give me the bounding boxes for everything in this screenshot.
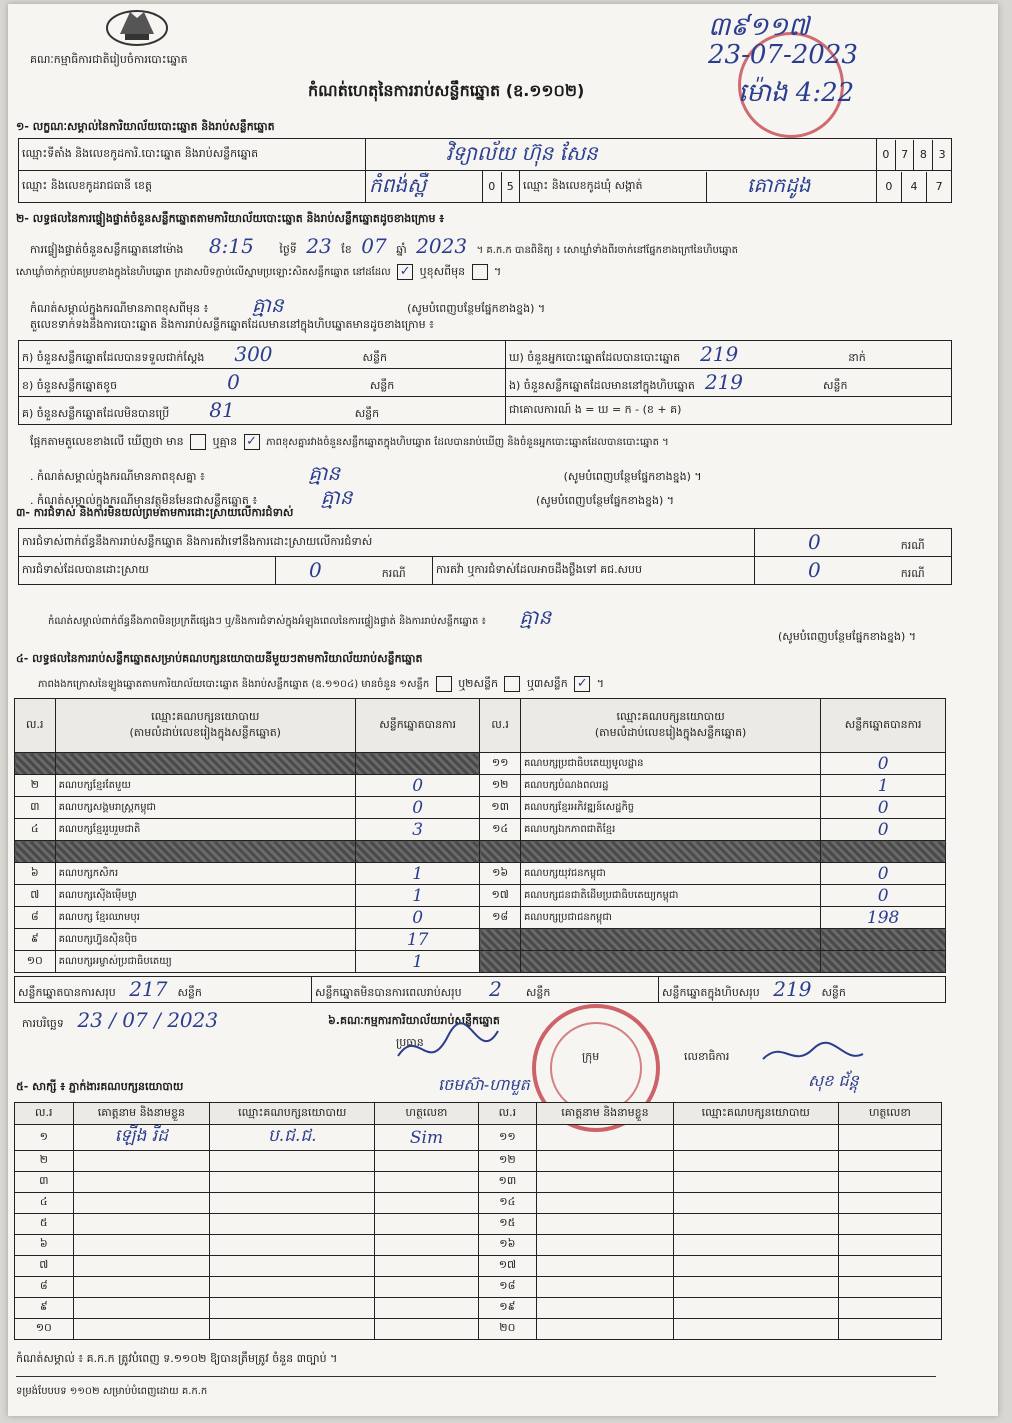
difference-note: កំណត់សម្គាល់ក្នុងករណីមានភាពខុសពីមុន ៖ គ្មាន (សូមបំពេញបន្ថែមផ្នែកខាងខ្នង) ។ (30, 293, 546, 317)
witness-signature (375, 1277, 478, 1298)
party-votes: 1 (821, 775, 946, 797)
witness-number: ១៣ (478, 1172, 537, 1193)
foreign-object-note: . កំណត់សម្គាល់ក្នុងករណីមានវត្ថុមិនមែនជាសន្លឹកឆ្នោត ៖ គ្មាន (សូមបំពេញបន្ថែមផ្នែកខាងខ្នង) ។ (30, 485, 675, 509)
witness-party (210, 1256, 375, 1277)
figure-b: ខ) ចំនួនសន្លឹកឆ្នោតខូច 0 សន្លឹក (19, 369, 506, 397)
secretary-name: សុខ ជ័ន្តុ (808, 1071, 859, 1090)
site-label: ឈ្មោះទីតាំង និងលេខកូដការិ.បោះឆ្នោត និងរាប់សន្លឹកឆ្នោត (19, 139, 366, 171)
witness-signature (375, 1193, 478, 1214)
shaded-cell (821, 929, 946, 951)
witness-signature (838, 1298, 941, 1319)
section5-heading: ៥- សាក្សី ៖ ភ្នាក់ងារគណបក្សនយោបាយ (16, 1080, 184, 1093)
witness-signature (838, 1256, 941, 1277)
witness-rows (15, 1125, 942, 1340)
witness-name (73, 1235, 210, 1256)
witness-name (537, 1214, 674, 1235)
party-votes: 0 (821, 863, 946, 885)
witness-row (15, 1256, 942, 1277)
witness-party (673, 1277, 838, 1298)
chair-label: ប្រធាន (396, 1036, 424, 1049)
shaded-cell (821, 951, 946, 973)
witness-number: ៦ (15, 1235, 74, 1256)
total-all: សន្លឹកឆ្នោតក្នុងហិបសរុប 219 សន្លឹក (659, 977, 946, 1003)
witness-signature (838, 1214, 941, 1235)
witness-signature (375, 1298, 478, 1319)
party-rows (15, 753, 946, 973)
footer-note: កំណត់សម្គាល់ ៖ គ.ក.ក ត្រូវបំពេញ ទ.១១០២ ឱ្យបានត្រឹមត្រូវ ចំនួន ៣ច្បាប់ ។ (16, 1352, 338, 1365)
witness-number: ១៥ (478, 1214, 537, 1235)
witness-signature (838, 1277, 941, 1298)
party-votes: 0 (355, 907, 479, 929)
party-number: ២ (15, 775, 56, 797)
party-number: ១០ (15, 951, 56, 973)
witness-signature (375, 1172, 478, 1193)
party-votes: 17 (355, 929, 479, 951)
has-difference-checkbox[interactable] (190, 434, 206, 450)
total-invalid: សន្លឹកឆ្នោតមិនបានការពេលរាប់សរុប 2 សន្លឹក (312, 977, 659, 1003)
attachment-line: ភាពងងកក្រោសនៃឡូងឆ្នោតតាមការិយាល័យបោះឆ្នោត និងរាប់សន្លឹកឆ្នោត (ឧ.១១០៤) មានចំនួន ១សន្លឹក ឬ២សន្លឹក ឬ៣សន្លឹក ✓ ។ (38, 676, 605, 691)
figure-a: ក) ចំនួនសន្លឹកឆ្នោតដែលបានទទួលជាក់ស្ដែង 300 សន្លឹក (19, 341, 506, 369)
attach-2-checkbox[interactable] (504, 676, 520, 692)
witness-number: ១៦ (478, 1235, 537, 1256)
witness-party (210, 1151, 375, 1172)
witness-party (673, 1193, 838, 1214)
witness-number: ៣ (15, 1172, 74, 1193)
witness-name (537, 1256, 674, 1277)
witness-number: ៧ (15, 1256, 74, 1277)
witness-name (73, 1214, 210, 1235)
party-number: ១៨ (480, 907, 521, 929)
appeal-value: 0 (808, 558, 821, 582)
witness-name (537, 1125, 674, 1151)
witness-name (73, 1256, 210, 1277)
party-name: គណបក្សជនជាតិដើមប្រជាធិបតេយ្យកម្ពុជា (520, 885, 820, 907)
shaded-cell (821, 841, 946, 863)
witness-party: ប.ជ.ជ. (210, 1125, 375, 1151)
verify-year: 2023 (416, 234, 468, 258)
party-number: ៤ (15, 819, 56, 841)
resolved-cell: 0 ករណី (276, 557, 433, 585)
witness-row (15, 1172, 942, 1193)
party-name: គណបក្សកសិករ (55, 863, 355, 885)
objection-cell: 0 ករណី (755, 529, 952, 557)
witness-number: ៨ (15, 1277, 74, 1298)
figure-c-value: 81 (209, 398, 235, 422)
objection-label: ការជំទាស់ពាក់ព័ន្ធនឹងការរាប់សន្លឹកឆ្នោត និងការតវ៉ាទៅនឹងការដោះស្រាយលើការជំទាស់ (19, 529, 755, 557)
witness-name (537, 1151, 674, 1172)
figure-e-value: 219 (704, 370, 744, 394)
site-code: 0 7 8 3 (877, 139, 952, 171)
province-code: 0 5 (483, 171, 520, 203)
party-number: ៧ (15, 885, 56, 907)
witness-party (210, 1172, 375, 1193)
shaded-cell (520, 929, 820, 951)
witness-party (673, 1235, 838, 1256)
figures-intro: តួលេខទាក់ទងនឹងការបោះឆ្នោត និងការរាប់សន្លឹកឆ្នោតដែលមាននៅក្នុងហិបឆ្នោតមានដូចខាងក្រោម ៖ (30, 318, 434, 331)
irregularity-tail: (សូមបំពេញបន្ថែមផ្នែកខាងខ្នង) ។ (778, 630, 917, 643)
objection-table (18, 528, 952, 585)
secretary-label: លេខាធិការ (684, 1050, 730, 1063)
totals-table (14, 976, 946, 1003)
report-date: ការបរិច្ឆេទ 23 / 07 / 2023 (22, 1008, 219, 1032)
witness-party (210, 1193, 375, 1214)
witness-signature (375, 1151, 478, 1172)
party-row (15, 907, 946, 929)
witness-number: ១៧ (478, 1256, 537, 1277)
party-name: គណបក្សសង្គមរាស្ត្រកម្ពុជា (55, 797, 355, 819)
witness-row (15, 1319, 942, 1340)
irregularity-note: កំណត់សម្គាល់ពាក់ព័ន្ធនឹងភាពមិនប្រក្រតីផ្សេងៗ ឬ/និងការជំទាស់ក្នុងអំឡុងពេលនៃការផ្ទៀងផ្ទាត់ និងការរាប់សន្លឹកឆ្នោត ៖ គ្មាន (48, 605, 552, 629)
witness-name (73, 1298, 210, 1319)
total-valid: សន្លឹកឆ្នោតបានការសរុប 217 សន្លឹក (15, 977, 312, 1003)
shaded-cell (355, 753, 479, 775)
verify-line1: ការផ្ទៀងផ្ទាត់ចំនួនសន្លឹកឆ្នោតនៅម៉ោង 8:15 ថ្ងៃទី 23 ខែ 07 ឆ្នាំ 2023 ។ គ.ក.ក បានពិនិត្យ ៖ សោឃ្លាំទាំងពីរចាក់នៅផ្នែកខាងក្រៅនៃហិបឆ្នោត (30, 234, 738, 258)
party-name: គណបក្សបំណងពលរដ្ឋ (520, 775, 820, 797)
emblem-icon (100, 4, 174, 46)
party-number: ១១ (480, 753, 521, 775)
party-name: គណបក្សប្រជាធិបតេយ្យមូលដ្ឋាន (520, 753, 820, 775)
footer-divider (16, 1376, 936, 1377)
witness-name (537, 1298, 674, 1319)
attach-3-checkbox[interactable]: ✓ (574, 676, 590, 692)
witness-row (15, 1125, 942, 1151)
party-name: គណបក្សហ្វ៊ុនស៊ិនប៉ិច (55, 929, 355, 951)
witness-party (673, 1319, 838, 1340)
party-name: គណបក្សយុវជនកម្ពុជា (520, 863, 820, 885)
witness-number: ២ (15, 1151, 74, 1172)
member-label: ក្រុម (582, 1050, 600, 1063)
committee-label: ៦.គណៈកម្មការការិយាល័យរាប់សន្លឹកឆ្នោត (328, 1014, 500, 1027)
witness-number: ២០ (478, 1319, 537, 1340)
commune-cell (520, 171, 877, 203)
figure-b-value: 0 (227, 370, 240, 394)
witness-name (73, 1193, 210, 1214)
witness-table: ល.រ គោត្តនាម និងនាមខ្លួន ឈ្មោះគណបក្សនយោបាយ ហត្ថលេខា ល.រ គោត្តនាម និងនាមខ្លួន ឈ្មោះគណបក្សនយោបាយ ហត្ថលេខា ១ ឡើង រីដ ប.ជ.ជ. Sim ១១ ២ ១២ ៣ ១៣ ៤ ១៤ ៥ ១៥ ៦ ១៦ ៧ ១៧ ៨ ១៨ ៩ ១៩ ១០ ២០ (14, 1102, 942, 1340)
chair-signature-icon (388, 1016, 508, 1080)
form-title: កំណត់ហេតុនៃការរាប់សន្លឹកឆ្នោត (ឧ.១១០២) (308, 81, 585, 100)
witness-signature (838, 1319, 941, 1340)
verify-line2: សោឃ្លាំចាក់ក្ដាប់គម្របខាងក្នុងនៃហិបឆ្នោត ក្រដាសបិទភ្ជាប់លើស្នាមប្រឡោះសិតសន្លឹកឆ្នោត នៅដដែល ✓ ឬខុសពីមុន ។ (16, 264, 502, 279)
party-number: ៣ (15, 797, 56, 819)
witness-signature (838, 1235, 941, 1256)
section1-table (18, 138, 952, 203)
witness-party (210, 1235, 375, 1256)
party-row (15, 885, 946, 907)
shaded-cell (520, 841, 820, 863)
party-votes: 0 (821, 819, 946, 841)
commune-label: ឈ្មោះ និងលេខកូដឃុំ សង្កាត់ (520, 172, 707, 202)
footer-form: ទម្រង់បែបបទ ១១០២ សម្រាប់បំពេញដោយ គ.ក.ក (16, 1386, 208, 1397)
party-row (15, 753, 946, 775)
party-votes: 0 (355, 797, 479, 819)
witness-number: ១១ (478, 1125, 537, 1151)
witness-name (73, 1277, 210, 1298)
party-number: ១៧ (480, 885, 521, 907)
witness-party (210, 1298, 375, 1319)
province-value: កំពង់ស្ពឺ (366, 171, 483, 203)
section1-heading: ១- លក្ខណៈសម្គាល់នៃការិយាល័យបោះឆ្នោត និងរាប់សន្លឹកឆ្នោត (16, 120, 275, 133)
party-votes: 1 (355, 863, 479, 885)
party-votes: 198 (821, 907, 946, 929)
shaded-cell (480, 951, 521, 973)
witness-party (673, 1151, 838, 1172)
figures-table (18, 340, 952, 425)
section4-heading: ៤- លទ្ធផលនៃការរាប់សន្លឹកឆ្នោតសម្រាប់គណបក្សនយោបាយនីមួយៗតាមការិយាល័យរាប់សន្លឹកឆ្នោត (16, 652, 423, 665)
party-number: ១៤ (480, 819, 521, 841)
party-number: ១៦ (480, 863, 521, 885)
witness-name (73, 1172, 210, 1193)
shaded-cell (15, 841, 56, 863)
witness-number: ១៤ (478, 1193, 537, 1214)
verify-time: 8:15 (208, 234, 254, 258)
same-checkbox[interactable]: ✓ (397, 264, 413, 280)
party-votes: 0 (821, 753, 946, 775)
party-name: គណបក្សខ្មែររួបរួមជាតិ (55, 819, 355, 841)
witness-signature (838, 1172, 941, 1193)
witness-signature (375, 1235, 478, 1256)
attach-1-checkbox[interactable] (436, 676, 452, 692)
witness-row (15, 1214, 942, 1235)
shaded-cell (520, 951, 820, 973)
shaded-cell (480, 929, 521, 951)
party-number: ១២ (480, 775, 521, 797)
receipt-time: ម៉ោង 4:22 (738, 78, 855, 108)
shaded-cell (15, 753, 56, 775)
party-votes: 1 (355, 885, 479, 907)
party-row (15, 775, 946, 797)
witness-row (15, 1277, 942, 1298)
figure-d: ឃ) ចំនួនអ្នកបោះឆ្នោតដែលបានបោះឆ្នោត 219 នាក់ (506, 341, 952, 369)
witness-signature: Sim (375, 1125, 478, 1151)
party-votes: 0 (355, 775, 479, 797)
party-votes: 0 (821, 797, 946, 819)
witness-row (15, 1298, 942, 1319)
different-checkbox[interactable] (472, 264, 488, 280)
shaded-cell (480, 841, 521, 863)
section2-heading: ២- លទ្ធផលនៃការផ្ទៀងផ្ទាត់ចំនួនសន្លឹកឆ្នោតតាមការិយាល័យបោះឆ្នោត និងរាប់សន្លឹកឆ្នោតដូចខាងក្រោម ៖ (16, 212, 445, 225)
authority-name: គណៈកម្មាធិការជាតិរៀបចំការបោះឆ្នោត (30, 53, 188, 66)
witness-number: ៥ (15, 1214, 74, 1235)
figure-c: គ) ចំនួនសន្លឹកឆ្នោតដែលមិនបានប្រើ 81 សន្លឹក (19, 397, 506, 425)
resolved-label: ការជំទាស់ដែលបានដោះស្រាយ (19, 557, 276, 585)
witness-number: ១២ (478, 1151, 537, 1172)
party-row (15, 797, 946, 819)
formula: ជាគោលការណ៍ ង = ឃ = ក - (ខ + គ) (506, 397, 952, 425)
witness-signature (838, 1151, 941, 1172)
party-row (15, 951, 946, 973)
appeal-cell: 0 ករណី (755, 557, 952, 585)
witness-party (210, 1214, 375, 1235)
witness-signature (375, 1214, 478, 1235)
section3-heading: ៣- ការជំទាស់ និងការមិនយល់ព្រមតាមការដោះស្រាយលើការជំទាស់ (16, 506, 294, 519)
compare-line: ផ្អែកតាមតួលេខខាងលើ ឃើញថា មាន ឬគ្មាន ✓ ភាពខុសគ្នារវាងចំនួនសន្លឹកឆ្នោតក្នុងហិបឆ្នោត ដែលបានរាប់ឃើញ និងចំនួនអ្នកបោះឆ្នោតដែលបានបោះឆ្នោត ។ (30, 434, 669, 449)
witness-name (537, 1172, 674, 1193)
form-sheet (8, 4, 998, 1416)
difference-note-2: . កំណត់សម្គាល់ក្នុងករណីមានភាពខុសគ្នា ៖ គ្មាន (សូមបំពេញបន្ថែមផ្នែកខាងខ្នង) ។ (30, 461, 702, 485)
witness-name (537, 1277, 674, 1298)
party-name: គណបក្សខ្មែរអភិវឌ្ឍន៍សេដ្ឋកិច្ច (520, 797, 820, 819)
party-votes: 1 (355, 951, 479, 973)
witness-name (537, 1193, 674, 1214)
party-row (15, 819, 946, 841)
witness-name (73, 1151, 210, 1172)
witness-row (15, 1193, 942, 1214)
witness-row (15, 1235, 942, 1256)
party-number: ៦ (15, 863, 56, 885)
witness-party (673, 1125, 838, 1151)
witness-signature (375, 1256, 478, 1277)
shaded-cell (55, 841, 355, 863)
objection-value: 0 (808, 530, 821, 554)
witness-party (673, 1214, 838, 1235)
party-number: ១៣ (480, 797, 521, 819)
party-row (15, 863, 946, 885)
party-name: គណបក្សប្រជាជនកម្ពុជា (520, 907, 820, 929)
witness-party (210, 1319, 375, 1340)
chair-name: ចេមស៊ា-ហាមួត (438, 1075, 530, 1094)
shaded-cell (355, 841, 479, 863)
appeal-label: ការតវ៉ា ឬការជំទាស់ដែលអាចដឹងថ្លឹងទៅ គជ.សបប (433, 557, 755, 585)
witness-name: ឡើង រីដ (73, 1125, 210, 1151)
province-label: ឈ្មោះ និងលេខកូដរាជធានី ខេត្ត (19, 171, 366, 203)
party-number: ៩ (15, 929, 56, 951)
witness-number: ១ (15, 1125, 74, 1151)
resolved-value: 0 (309, 558, 322, 582)
figure-a-value: 300 (234, 342, 273, 366)
witness-party (673, 1172, 838, 1193)
party-name: គណបក្សស៊ើងម៉ើមប្ញ្ញា (55, 885, 355, 907)
witness-signature (838, 1125, 941, 1151)
party-name: គណបក្សអម្ចាស់ប្រជាធិបតេយ្យ (55, 951, 355, 973)
figure-d-value: 219 (700, 342, 739, 366)
verify-month: 07 (361, 234, 387, 258)
witness-number: ១៩ (478, 1298, 537, 1319)
party-number: ៨ (15, 907, 56, 929)
party-votes: 3 (355, 819, 479, 841)
figure-e: ង) ចំនួនសន្លឹកឆ្នោតដែលមាននៅក្នុងហិបឆ្នោត 219 សន្លឹក (506, 369, 952, 397)
party-results-table: ល.រ ឈ្មោះគណបក្សនយោបាយ (តាមលំដាប់លេខរៀងក្នុងសន្លឹកឆ្នោត) សន្លឹកឆ្នោតបានការ ល.រ ឈ្មោះគណបក្សនយោបាយ (តាមលំដាប់លេខរៀងក្នុងសន្លឹកឆ្នោត) សន្លឹកឆ្នោតបានការ ១១ គណបក្សប្រជាធិបតេយ្យមូលដ្ឋាន 0 ២ គណបក្សខ្មែរតែមួយ 0 ១២ គណបក្សបំណងពលរដ្ឋ 1 ៣ គណបក្សសង្គមរាស្ត្រកម្ពុជា 0 ១៣ គណបក្សខ្មែរអភិវឌ្ឍន៍សេដ្ឋកិច្ច 0 ៤ គណបក្សខ្មែររួបរួមជាតិ 3 ១៤ គណបក្សឯកភាពជាតិខ្មែរ 0 ៦ គណបក្សកសិករ 1 ១៦ គណបក្សយុវជនកម្ពុជា 0 ៧ គណបក្សស៊ើងម៉ើមប្ញ្ញា 1 ១៧ គណបក្សជនជាតិដើមប្រជាធិបតេយ្យកម្ពុជា 0 ៨ គណបក្ស ខ្មែរឈាមបុរ 0 ១៨ គណបក្សប្រជាជនកម្ពុជា 198 ៩ គណបក្សហ្វ៊ុនស៊ិនប៉ិច 17 ១០ គណបក្សអម្ចាស់ប្រជាធិបតេយ្យ 1 (14, 698, 946, 973)
verify-day: 23 (306, 234, 332, 258)
party-name: គណបក្ស ខ្មែរឈាមបុរ (55, 907, 355, 929)
party-row (15, 841, 946, 863)
witness-number: ១៨ (478, 1277, 537, 1298)
witness-name (537, 1235, 674, 1256)
no-difference-checkbox[interactable]: ✓ (244, 434, 260, 450)
witness-number: ៩ (15, 1298, 74, 1319)
witness-number: ១០ (15, 1319, 74, 1340)
witness-row (15, 1151, 942, 1172)
witness-party (673, 1298, 838, 1319)
witness-signature (375, 1319, 478, 1340)
shaded-cell (55, 753, 355, 775)
commune-code: 0 4 7 (877, 171, 952, 203)
commune-value: គោកដូង (747, 172, 811, 197)
site-value: វិទ្យាល័យ ហ៊ុន សែន (366, 139, 877, 171)
witness-signature (838, 1193, 941, 1214)
party-votes: 0 (821, 885, 946, 907)
witness-name (537, 1319, 674, 1340)
receipt-date: 23-07-2023 (708, 40, 858, 70)
witness-name (73, 1319, 210, 1340)
receipt-ref: ៣៩១១៧ (708, 12, 810, 42)
witness-party (210, 1277, 375, 1298)
witness-number: ៤ (15, 1193, 74, 1214)
party-row (15, 929, 946, 951)
party-name: គណបក្សឯកភាពជាតិខ្មែរ (520, 819, 820, 841)
party-name: គណបក្សខ្មែរតែមួយ (55, 775, 355, 797)
witness-party (673, 1256, 838, 1277)
